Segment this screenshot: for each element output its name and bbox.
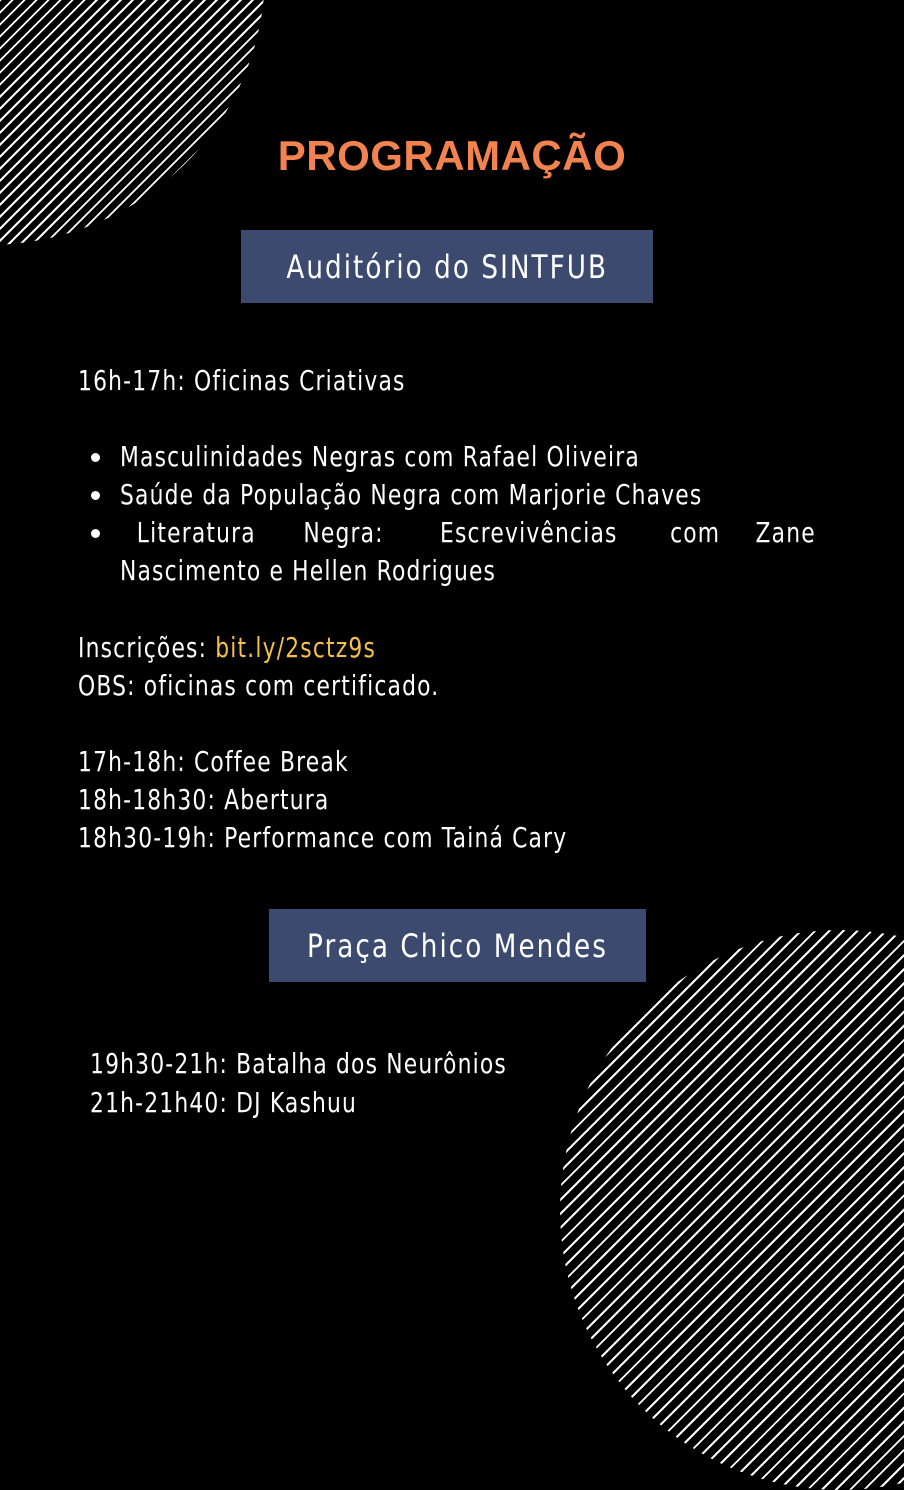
schedule-item: 19h30-21h: Batalha dos Neurônios (90, 1047, 507, 1080)
bullet-icon (91, 491, 100, 500)
word: com (669, 516, 720, 549)
workshop-list (88, 438, 824, 590)
schedule-item-oficinas: 16h-17h: Oficinas Criativas (78, 364, 406, 397)
registration-line (78, 629, 376, 667)
list-item (88, 476, 824, 514)
word: Escrevivências (440, 516, 618, 549)
schedule-item: 18h30-19h: Performance com Tainá Cary (78, 821, 568, 854)
list-item (88, 514, 824, 590)
page-title: PROGRAMAÇÃO (277, 132, 627, 179)
venue-label-praca (269, 909, 646, 982)
registration-label: Inscrições: (78, 631, 208, 664)
word: Zane (755, 516, 816, 549)
workshop-item: Saúde da População Negra com Marjorie Chaves (120, 478, 703, 511)
venue-name: Auditório do SINTFUB (286, 247, 608, 286)
bullet-icon (91, 453, 100, 462)
schedule-item: 18h-18h30: Abertura (78, 783, 330, 816)
list-item (88, 438, 824, 476)
venue-label-auditorio (241, 230, 653, 303)
certificate-note: OBS: oficinas com certificado. (78, 669, 440, 702)
striped-circle-decoration-bottom-right (560, 930, 904, 1490)
workshop-item-line: Nascimento e Hellen Rodrigues (120, 554, 497, 587)
workshop-item-line (120, 514, 824, 552)
schedule-item: 21h-21h40: DJ Kashuu (90, 1086, 358, 1119)
venue-name: Praça Chico Mendes (307, 926, 608, 965)
workshop-item: Masculinidades Negras com Rafael Oliveira (120, 440, 640, 473)
registration-link[interactable]: bit.ly/2sctz9s (215, 631, 377, 664)
bullet-icon (91, 529, 100, 538)
striped-circle-decoration-top-left (0, 0, 265, 245)
word: Negra: (303, 516, 385, 549)
schedule-item: 17h-18h: Coffee Break (78, 745, 349, 778)
word: Literatura (136, 516, 256, 549)
